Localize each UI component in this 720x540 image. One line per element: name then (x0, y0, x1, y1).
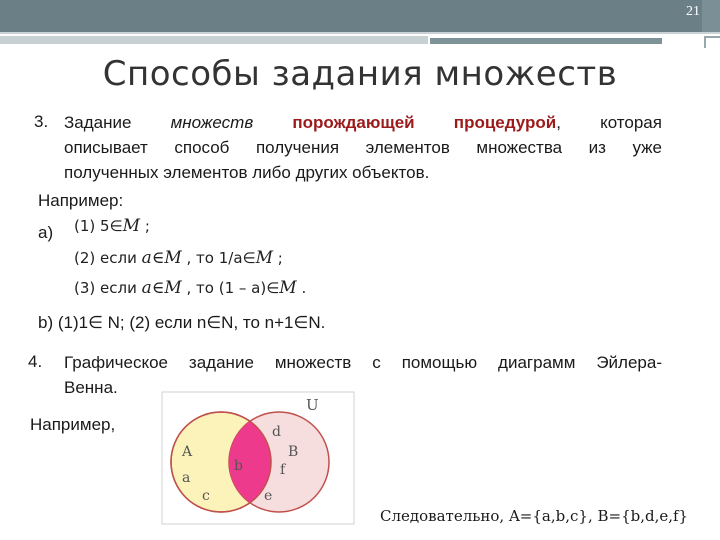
item4-line2: Венна. (64, 378, 118, 397)
rule-1-prefix: (1) 5∈ (74, 217, 123, 235)
item4-number: 4. (28, 352, 43, 371)
venn-element-c: c (202, 488, 210, 504)
rule-1 (74, 216, 150, 236)
item3-line3: полученных элементов либо других объектов. (64, 163, 430, 182)
item3-post: , которая (556, 113, 662, 132)
venn-element-e: e (264, 488, 273, 504)
item3-italic: множеств (170, 113, 254, 132)
slide-number: 21 (686, 4, 700, 19)
example-label-1: Например: (38, 191, 124, 210)
rule-2-suffix: ; (273, 249, 283, 267)
item3-number: 3. (34, 112, 49, 131)
rule-3-suffix: . (296, 279, 307, 297)
decor-bar-right (430, 38, 662, 44)
item3-line1 (64, 110, 662, 135)
rule-1-set: M (122, 216, 141, 236)
venn-element-a: a (182, 470, 191, 486)
venn-element-f: f (280, 462, 286, 478)
venn-label-a: A (182, 444, 193, 460)
venn-label-b: B (288, 444, 299, 460)
item3-line2: описывает способ получения элементов множества из уже (64, 138, 662, 157)
rule-2 (74, 248, 283, 268)
decor-bar-left (0, 36, 428, 44)
venn-element-b: b (234, 458, 243, 474)
rule-2-prefix: (2) если (74, 249, 142, 267)
item3-pre: Задание (64, 113, 132, 132)
rule-3-prefix: (3) если (74, 279, 142, 297)
decor-corner (704, 36, 720, 48)
conclusion-text: Следовательно, A={a,b,c}, B={b,d,e,f} (380, 507, 689, 525)
header-accent-block (702, 0, 720, 32)
venn-diagram (160, 390, 356, 526)
header-divider (0, 32, 720, 34)
example-label-2: Например, (30, 415, 116, 434)
venn-universe-label: U (306, 396, 319, 414)
a-label: a) (38, 223, 54, 242)
item3-bold: порождающей процедурой (292, 113, 557, 132)
rule-2-cond: a∈M (141, 248, 182, 268)
rule-3-cond: a∈M (141, 278, 182, 298)
rule-2-mid: , то 1/a∈ (181, 249, 256, 267)
b-line: b) (1)1∈ N; (2) если n∈N, то n+1∈N. (38, 313, 326, 332)
slide-title: Способы задания множеств (102, 54, 618, 94)
rule-3-set: M (279, 278, 297, 298)
rule-1-suffix: ; (140, 217, 150, 235)
slide-header-bar (0, 0, 720, 32)
rule-3 (74, 278, 306, 298)
rule-3-mid: , то (1 – a)∈ (181, 279, 280, 297)
venn-element-d: d (272, 424, 281, 440)
rule-2-set: M (255, 248, 274, 268)
item4-line1: Графическое задание множеств с помощью диаграмм Эйлера- (64, 353, 662, 372)
